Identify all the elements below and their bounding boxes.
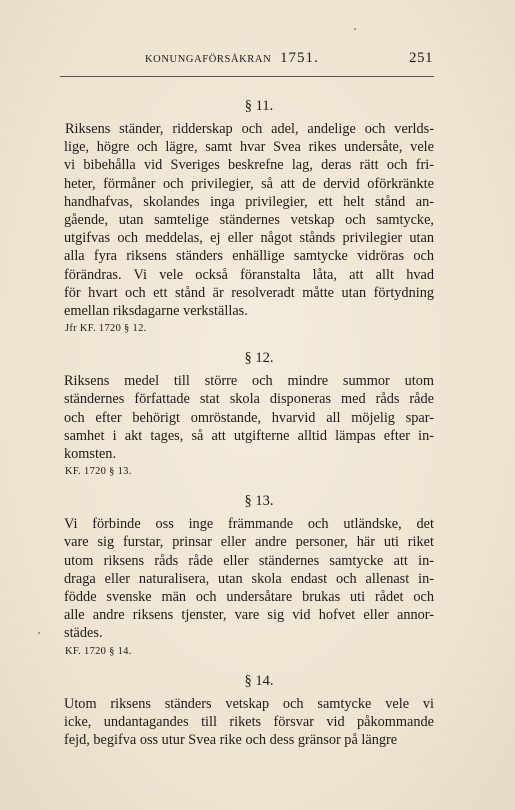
text-line: för hvart och ett stånd är resolveradt måtte utan förtydning (64, 284, 434, 301)
text-line: förändras. Vi vele också föranstalta låta, att allt hvad (64, 266, 434, 283)
text-line: handhafvas, skolandes inga privilegier, ett helt stånd an- (64, 193, 434, 210)
text-line: Riksens ständer, ridderskap och adel, andelige och verlds- (65, 121, 434, 137)
section-heading: § 11. (244, 98, 274, 114)
paper-speck (354, 28, 356, 30)
section-reference: KF. 1720 § 14. (65, 645, 132, 657)
page-header (0, 50, 515, 72)
text-line: lige, högre och lägre, samt hvar Svea rikes undersåte, vele (64, 139, 434, 156)
section-heading: § 13. (244, 493, 274, 510)
text-line: och efter behörigt omröstande, hvarvid all möjelig spar- (64, 409, 434, 426)
text-line: Riksens medel till större och mindre summor utom (64, 373, 434, 390)
text-line: gående, utan samtelige ständernes vetskap och samtycke, (64, 212, 434, 229)
page-number: 251 (409, 50, 433, 66)
section-paragraph (64, 695, 434, 750)
text-line: samhet i akt tages, så att utgifterne alltid lämpas efter in- (64, 427, 434, 444)
text-line: ständernes författade stat skola disponeras med råds råde (64, 391, 434, 408)
text-line: Vi förbinde oss inge främmande och utländske, det (64, 516, 434, 533)
text-line: komsten. (64, 446, 117, 463)
text-line: fejd, begifva oss utur Svea rike och dess gränsor på längre (64, 732, 398, 749)
running-title: KONUNGAFÖRSÅKRAN (145, 54, 272, 65)
section-reference: KF. 1720 § 13. (65, 466, 132, 478)
text-line: födde svenske män och undersåtare brukas uti rådet och (64, 589, 434, 606)
body-text (64, 97, 434, 749)
text-line: alle andre riksens tjenster, vare sig vid hofvet eller annor- (64, 607, 434, 624)
text-line: draga eller naturalisera, utan skola endast och allenast in- (64, 570, 434, 587)
text-line: utom riksens råds råde eller ständernes samtycke att in- (64, 552, 434, 569)
section-paragraph (64, 515, 434, 642)
running-year: 1751. (280, 50, 319, 66)
paper-speck (38, 632, 40, 634)
section-heading: § 12. (244, 350, 274, 367)
text-line: vare sig furstar, prinsar eller andre personer, här uti riket (64, 534, 434, 551)
header-rule (60, 76, 434, 77)
text-line: emellan riksdagarne verkställas. (64, 303, 248, 320)
section-heading: § 14. (244, 672, 274, 689)
text-line: utgifvas och meddelas, ej eller något stånds privilegier utan (64, 230, 434, 247)
section-reference: Jfr KF. 1720 § 12. (65, 323, 147, 335)
text-line: heter, förmåner och privilegier, så att de dervid oförkränkte (64, 175, 434, 192)
text-line: vi bibehålla vid Sveriges beskrefne lag, deras rätt och fri- (64, 157, 434, 174)
text-line: Utom riksens ständers vetskap och samtycke vele vi (64, 695, 434, 712)
section-paragraph (64, 120, 434, 320)
text-line: städes. (64, 625, 103, 642)
section-paragraph (64, 372, 434, 463)
text-line: icke, undantagandes till rikets försvar vid påkommande (64, 713, 434, 730)
text-line: alla fyra riksens ständers enhällige samtycke vidröras och (64, 248, 434, 265)
